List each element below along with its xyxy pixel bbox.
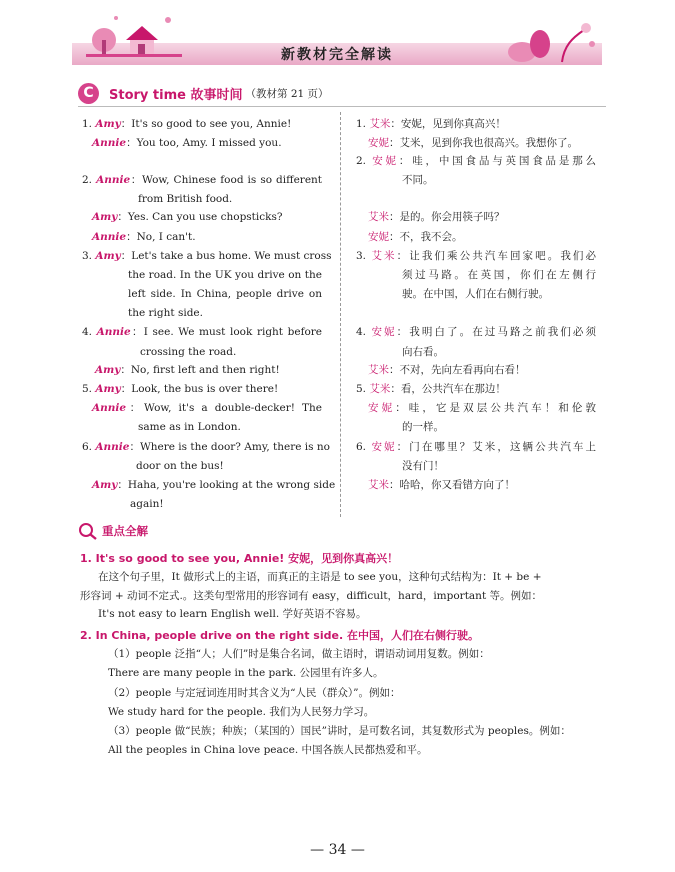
point-2-heading: 2. In China, people drive on the right side. 在中国，人们在右侧行驶。 xyxy=(80,629,479,642)
point-2-example: All the peoples in China love peace. 中国各族人民都热爱和平。 xyxy=(108,744,428,756)
translation-line: 2. 安妮：哇，中国食品与英国食品是那么 xyxy=(356,155,597,167)
section-page-note: （教材第 21 页） xyxy=(245,87,329,100)
translation-line: 不同。 xyxy=(402,174,434,186)
dialogue-line: again! xyxy=(130,498,164,510)
dialogue-line: from British food. xyxy=(138,193,233,205)
translation-line: 向右看。 xyxy=(402,346,444,358)
translation-line: 须过马路。在英国，你们在左侧行 xyxy=(402,269,596,281)
translation-line: 1. 艾米：安妮，见到你真高兴！ xyxy=(356,118,506,130)
translation-line: 安妮：哇，它是双层公共汽车！和伦敦 xyxy=(368,402,596,414)
dialogue-line: Amy：Haha, you're looking at the wrong side xyxy=(92,479,336,491)
point-1-example: It's not easy to learn English well. 学好英语不容易。 xyxy=(98,608,367,620)
translation-line: 没有门！ xyxy=(402,460,444,472)
dialogue-line: same as in London. xyxy=(138,421,241,433)
magnifier-icon xyxy=(78,522,98,540)
translation-line: 驶。在中国，人们在右侧行驶。 xyxy=(402,288,549,300)
dialogue-line: Amy：Yes. Can you use chopsticks? xyxy=(92,211,283,223)
dialogue-line: the road. In the UK you drive on the xyxy=(128,269,322,281)
page-header xyxy=(72,0,602,72)
key-points-title: 重点全解 xyxy=(102,524,148,538)
point-2-text: （2）people 与定冠词连用时其含义为“人民（群众）”。例如： xyxy=(108,687,401,699)
translation-line: 安妮：艾米，见到你我也很高兴。我想你了。 xyxy=(368,137,578,149)
point-1-text: 形容词 + 动词不定式.。这类句型常用的形容词有 easy，difficult，hard，important 等。例如： xyxy=(80,590,542,602)
dialogue-line: crossing the road. xyxy=(140,346,237,358)
section-badge: C xyxy=(78,83,99,104)
dialogue-line: left side. In China, people drive on xyxy=(128,288,322,300)
translation-line: 6. 安妮：门在哪里？艾米，这辆公共汽车上 xyxy=(356,441,597,453)
dialogue-line: Annie：Wow, it's a double-decker! The xyxy=(92,402,323,414)
dialogue-line: 5. Amy：Look, the bus is over there! xyxy=(82,383,279,395)
point-2-example: There are many people in the park. 公园里有许多人。 xyxy=(108,667,384,679)
dialogue-line: 6. Annie：Where is the door? Amy, there is no xyxy=(82,441,330,453)
translation-line: 艾米：哈哈，你又看错方向了！ xyxy=(368,479,515,491)
dialogue-line: Annie：You too, Amy. I missed you. xyxy=(92,137,282,149)
section-divider xyxy=(78,106,606,107)
column-divider xyxy=(340,112,341,517)
dialogue-line: 1. Amy：It's so good to see you, Annie! xyxy=(82,118,292,130)
translation-line: 5. 艾米：看，公共汽车在那边！ xyxy=(356,383,506,395)
page-number: — 34 — xyxy=(310,842,365,858)
translation-line: 艾米：不对，先向左看再向右看！ xyxy=(368,364,526,376)
point-2-example: We study hard for the people. 我们为人民努力学习。 xyxy=(108,706,375,718)
dialogue-line: Annie：No, I can't. xyxy=(92,231,196,243)
dialogue-line: Amy：No, first left and then right! xyxy=(95,364,280,376)
dialogue-line: the right side. xyxy=(128,307,203,319)
key-points-heading xyxy=(78,522,148,540)
dialogue-line: 4. Annie：I see. We must look right before xyxy=(82,326,323,338)
point-1-text: 在这个句子里，It 做形式上的主语，而真正的主语是 to see you，这种句式结构为：It + be + xyxy=(98,571,542,583)
dialogue-line: 3. Amy：Let's take a bus home. We must cross xyxy=(82,250,332,262)
plant-decoration xyxy=(492,16,602,64)
dialogue-line: door on the bus! xyxy=(136,460,224,472)
point-2-text: （3）people 做“民族；种族；（某国的）国民”讲时，是可数名词，其复数形式为 peoples。例如： xyxy=(108,725,571,737)
point-2-text: （1）people 泛指“人；人们”时是集合名词，做主语时，谓语动词用复数。例如： xyxy=(108,648,490,660)
dialogue-line: 2. Annie：Wow, Chinese food is so different xyxy=(82,174,323,186)
section-title: Story time 故事时间 xyxy=(109,87,243,103)
header-title: 新教材完全解读 xyxy=(281,47,393,63)
translation-line: 3. 艾米：让我们乘公共汽车回家吧。我们必 xyxy=(356,250,597,262)
translation-line: 的一样。 xyxy=(402,421,444,433)
section-heading xyxy=(78,82,329,104)
translation-line: 艾米：是的。你会用筷子吗？ xyxy=(368,211,505,223)
translation-line: 安妮：不，我不会。 xyxy=(368,231,463,243)
translation-line: 4. 安妮：我明白了。在过马路之前我们必须 xyxy=(356,326,597,338)
point-1-heading: 1. It's so good to see you, Annie! 安妮，见到你真高兴！ xyxy=(80,552,399,565)
